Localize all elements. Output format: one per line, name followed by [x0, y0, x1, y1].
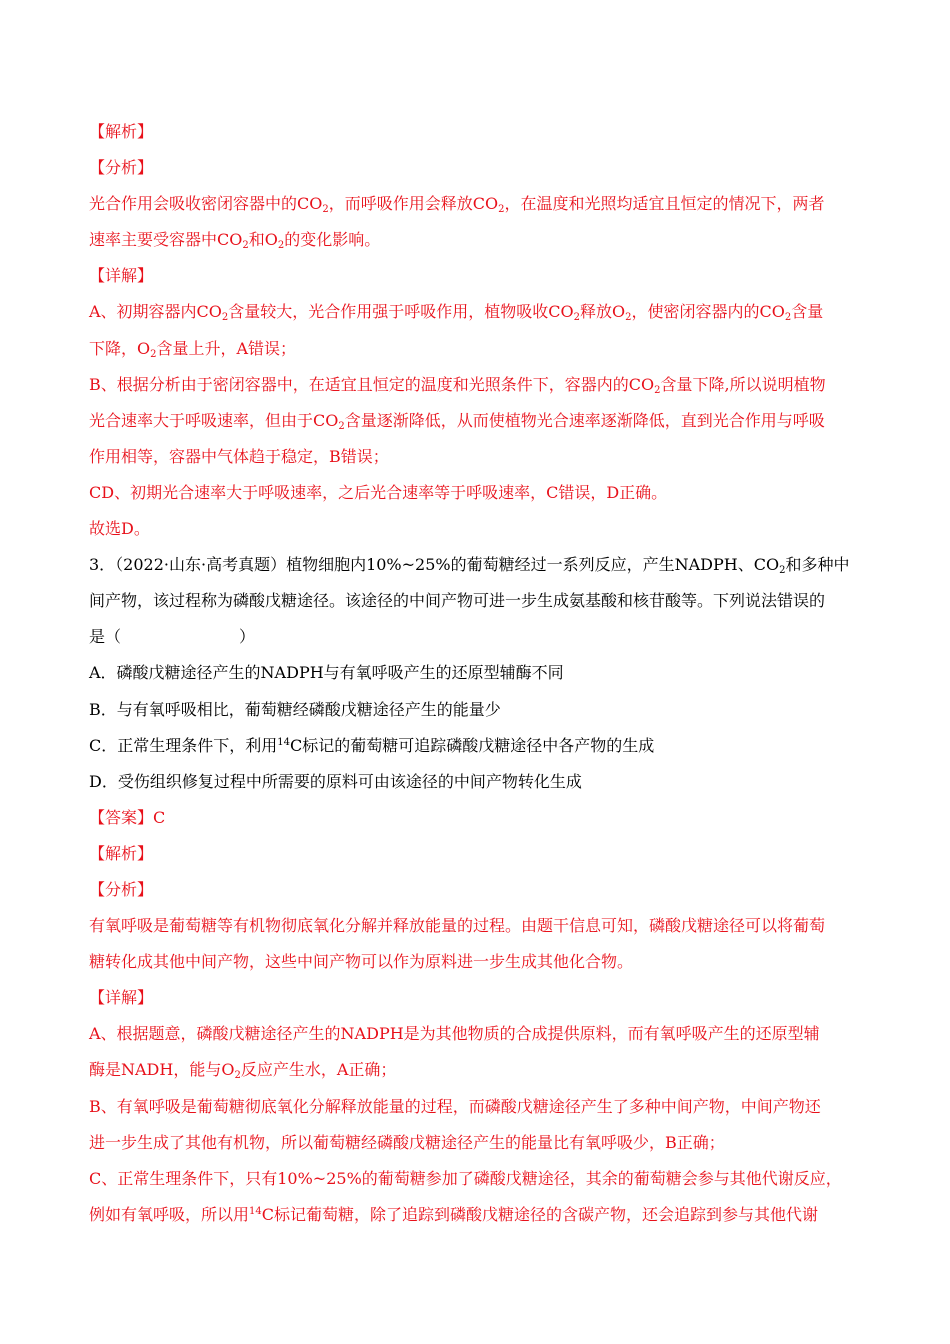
document-body — [89, 114, 864, 1233]
analysis-line: 光合作用会吸收密闭容器中的$CO_2$，而呼吸作用会释放$CO_2$，在温度和光照均适宜且恒定的情况下，两者 — [89, 194, 825, 216]
detail-c-line: 例如有氧呼吸，所以用$^{14}$C标记葡萄糖，除了追踪到磷酸戊糖途径的含碳产物，还会追踪到参与其他代谢 — [89, 1204, 818, 1224]
detail-b-line: B、有氧呼吸是葡萄糖彻底氧化分解释放能量的过程，而磷酸戊糖途径产生了多种中间产物，中间产物还 — [89, 1096, 821, 1116]
detail-b-line: B、根据分析由于密闭容器中，在适宜且恒定的温度和光照条件下，容器内的$CO_2$含量下降,所以说明植物 — [89, 374, 826, 396]
xiangjie-heading: 【详解】 — [89, 988, 154, 1008]
detail-cd-line: CD、初期光合速率大于呼吸速率，之后光合速率等于呼吸速率，C错误，D正确。 — [89, 482, 668, 502]
xiangjie-heading: 【详解】 — [89, 266, 154, 286]
detail-b-line: 光合速率大于呼吸速率，但由于$CO_2$含量逐渐降低，从而使植物光合速率逐渐降低，直到光合作用与呼吸 — [89, 410, 825, 432]
option-d: D．受伤组织修复过程中所需要的原料可由该途径的中间产物转化生成 — [89, 771, 582, 791]
jiexi-heading: 【解析】 — [89, 122, 154, 141]
fenxi-heading: 【分析】 — [89, 879, 154, 899]
question-stem: 是（ ） — [89, 627, 256, 647]
answer-line: 【答案】C — [89, 807, 166, 827]
detail-a-line: A、初期容器内$CO_2$含量较大，光合作用强于呼吸作用，植物吸收$CO_2$释放$O_2$，使密闭容器内的$CO_2$含量 — [89, 302, 824, 324]
detail-a-line: 下降，$O_2$含量上升，A错误； — [89, 338, 297, 360]
question-stem: 间产物，该过程称为磷酸戊糖途径。该途径的中间产物可进一步生成氨基酸和核苷酸等。下列说法错误的 — [89, 591, 826, 611]
fenxi-heading: 【分析】 — [89, 158, 154, 178]
jiexi-heading: 【解析】 — [89, 843, 154, 863]
option-c: C．正常生理条件下，利用$^{14}$C标记的葡萄糖可追踪磷酸戊糖途径中各产物的生成 — [89, 735, 655, 755]
analysis-line: 速率主要受容器中$CO_2$和$O_2$的变化影响。 — [89, 230, 381, 252]
analysis-line: 有氧呼吸是葡萄糖等有机物彻底氧化分解并释放能量的过程。由题干信息可知，磷酸戊糖途径可以将葡萄 — [89, 916, 826, 936]
detail-a-line: A、根据题意，磷酸戊糖途径产生的NADPH是为其他物质的合成提供原料，而有氧呼吸产生的还原型辅 — [89, 1024, 820, 1044]
analysis-line: 糖转化成其他中间产物，这些中间产物可以作为原料进一步生成其他化合物。 — [89, 952, 634, 972]
detail-b-line: 作用相等，容器中气体趋于稳定，B错误； — [89, 446, 389, 466]
question-stem: 3．（2022·山东·高考真题）植物细胞内10%~25%的葡萄糖经过一系列反应，产生NADPH、$CO_2$和多种中 — [89, 555, 850, 577]
choose-line: 故选D。 — [89, 519, 150, 539]
detail-a-line: 酶是NADH，能与$O_2$反应产生水，A正确； — [89, 1060, 397, 1082]
detail-c-line: C、正常生理条件下，只有10%~25%的葡萄糖参加了磷酸戊糖途径，其余的葡萄糖会参与其他代谢反应， — [89, 1168, 842, 1188]
detail-b-line: 进一步生成了其他有机物，所以葡萄糖经磷酸戊糖途径产生的能量比有氧呼吸少，B正确； — [89, 1132, 725, 1152]
option-a: A．磷酸戊糖途径产生的NADPH与有氧呼吸产生的还原型辅酶不同 — [89, 663, 564, 683]
option-b: B．与有氧呼吸相比，葡萄糖经磷酸戊糖途径产生的能量少 — [89, 699, 501, 719]
